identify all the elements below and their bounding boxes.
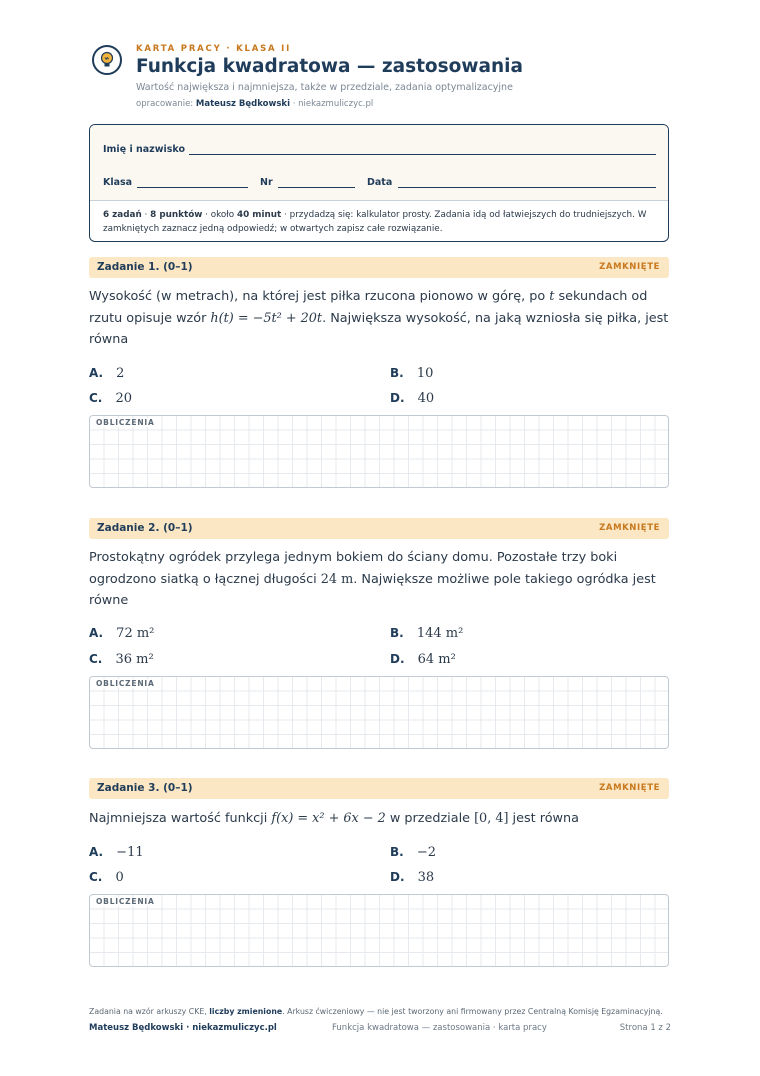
option-value: 20 [115,391,133,406]
info-mid: · około [202,210,237,220]
option-value: 2 [116,366,125,381]
option-value: 144 m² [416,626,464,641]
option-letter: D. [390,652,405,666]
task-3-option-d[interactable] [390,866,434,885]
task-3-option-b[interactable] [390,841,436,860]
calc-label: OBLICZENIA [96,418,155,427]
task-2-number: 24 m [320,571,354,587]
task-3-formula: f(x) = x² + 6x − 2 [271,811,386,826]
calc-label: OBLICZENIA [96,679,155,688]
student-form-area [90,125,668,201]
author-credit [136,99,373,109]
credit-prefix: opracowanie: [136,99,194,109]
task-2-option-c[interactable] [89,648,154,667]
option-letter: C. [89,652,103,666]
footer-note [89,1007,663,1016]
credit-site: · niekazmuliczyc.pl [292,99,374,109]
task-1-option-a[interactable] [89,362,124,381]
info-points: 8 punktów [150,210,203,220]
task-1-calculation-area[interactable] [89,415,669,488]
footer-note-b: . Arkusz ćwiczeniowy — nie jest tworzony ani firmowany przez Centralną Komisję Egzaminacyjną. [282,1007,663,1016]
credit-author: Mateusz Będkowski [195,99,291,109]
task-2-tag: ZAMKNIĘTE [599,523,660,533]
task-3-calculation-area[interactable] [89,894,669,967]
option-value: 72 m² [116,626,155,641]
task-2-option-a[interactable] [89,622,154,641]
task-1-option-c[interactable] [89,387,132,406]
option-letter: B. [390,626,404,640]
task-2-calculation-area[interactable] [89,676,669,749]
task-2-title: Zadanie 2. (0–1) [97,522,193,534]
task-2-option-b[interactable] [390,622,463,641]
date-label: Data [367,177,393,188]
worksheet-info [103,208,658,236]
page-subtitle: Wartość największa i najmniejsza, także w przedziale, zadania optymalizacyjne [136,82,513,93]
lightbulb-icon [92,45,122,75]
info-separator: · [141,210,151,220]
option-letter: A. [89,845,104,859]
task-3-text-b: w przedziale [385,811,475,826]
worksheet-kicker: KARTA PRACY · KLASA II [136,44,292,54]
option-value: 38 [417,870,435,885]
task-1-title: Zadanie 1. (0–1) [97,261,193,273]
date-field[interactable] [398,187,656,188]
option-letter: A. [89,366,104,380]
class-label: Klasa [103,177,133,188]
task-3-text-c: jest równa [508,811,579,826]
task-1-text-c: . Największa wysokość, na jaką wzniosła się piłka, jest równa [89,310,669,347]
task-1-option-b[interactable] [390,362,433,381]
footer-doc-title: Funkcja kwadratowa — zastosowania · karta pracy [332,1023,547,1033]
task-1-question [89,286,669,351]
info-rest: · przydadzą się: kalkulator prosty. Zadania idą od łatwiejszych do trudniejszych. W zamkniętych zaznacz jedną odpowiedź; w otwartych zapisz całe rozwiązanie. [103,210,647,234]
option-letter: B. [390,845,404,859]
option-letter: C. [89,870,103,884]
task-2-option-d[interactable] [390,648,456,667]
task-3-option-c[interactable] [89,866,124,885]
name-label: Imię i nazwisko [103,144,185,155]
page-title: Funkcja kwadratowa — zastosowania [136,56,523,77]
option-value: 10 [416,366,434,381]
calc-label: OBLICZENIA [96,897,155,906]
option-letter: C. [89,391,103,405]
task-2-text-a: Prostokątny ogródek przylega jednym bokiem do ściany domu. Pozostałe trzy boki ogrodzono siatką o łącznej długości [89,550,618,587]
task-3-option-a[interactable] [89,841,144,860]
info-tasks: 6 zadań [103,210,142,220]
task-3-header [89,778,669,799]
task-2-header [89,518,669,539]
task-1-variable: t [549,289,555,304]
option-value: 64 m² [417,652,456,667]
page-number: Strona 1 z 2 [619,1023,671,1033]
info-minutes: 40 minut [237,210,282,220]
option-letter: A. [89,626,104,640]
task-1-option-d[interactable] [390,387,434,406]
task-2-question [89,547,669,612]
footer-note-bold: liczby zmienione [209,1007,283,1016]
option-value: 40 [417,391,435,406]
task-3-title: Zadanie 3. (0–1) [97,782,193,794]
task-1-formula: h(t) = −5t² + 20t [210,310,323,326]
name-field[interactable] [189,154,656,155]
task-1-header [89,257,669,278]
footer-note-a: Zadania na wzór arkuszy CKE, [89,1007,210,1016]
nr-field[interactable] [278,187,355,188]
task-1-text-a: Wysokość (w metrach), na której jest piłka rzucona pionowo w górę, po [89,289,550,304]
task-3-text-a: Najmniejsza wartość funkcji [89,811,272,826]
task-3-interval: [0, 4] [474,811,509,826]
task-1-tag: ZAMKNIĘTE [599,262,660,272]
task-1-text-b: sekundach od rzutu opisuje wzór [89,289,648,326]
option-value: 36 m² [115,652,154,667]
option-letter: D. [390,870,405,884]
task-3-tag: ZAMKNIĘTE [599,783,660,793]
option-value: 0 [115,870,124,885]
nr-label: Nr [260,177,273,188]
task-3-question [89,808,669,830]
option-letter: D. [390,391,405,405]
footer-author: Mateusz Będkowski · niekazmuliczyc.pl [89,1023,277,1033]
option-value: −11 [116,845,144,860]
option-letter: B. [390,366,404,380]
class-field[interactable] [137,187,248,188]
student-info-box [89,124,669,242]
task-2-text-b: . Największe możliwe pole takiego ogródka jest równe [89,571,656,608]
option-value: −2 [416,845,436,860]
